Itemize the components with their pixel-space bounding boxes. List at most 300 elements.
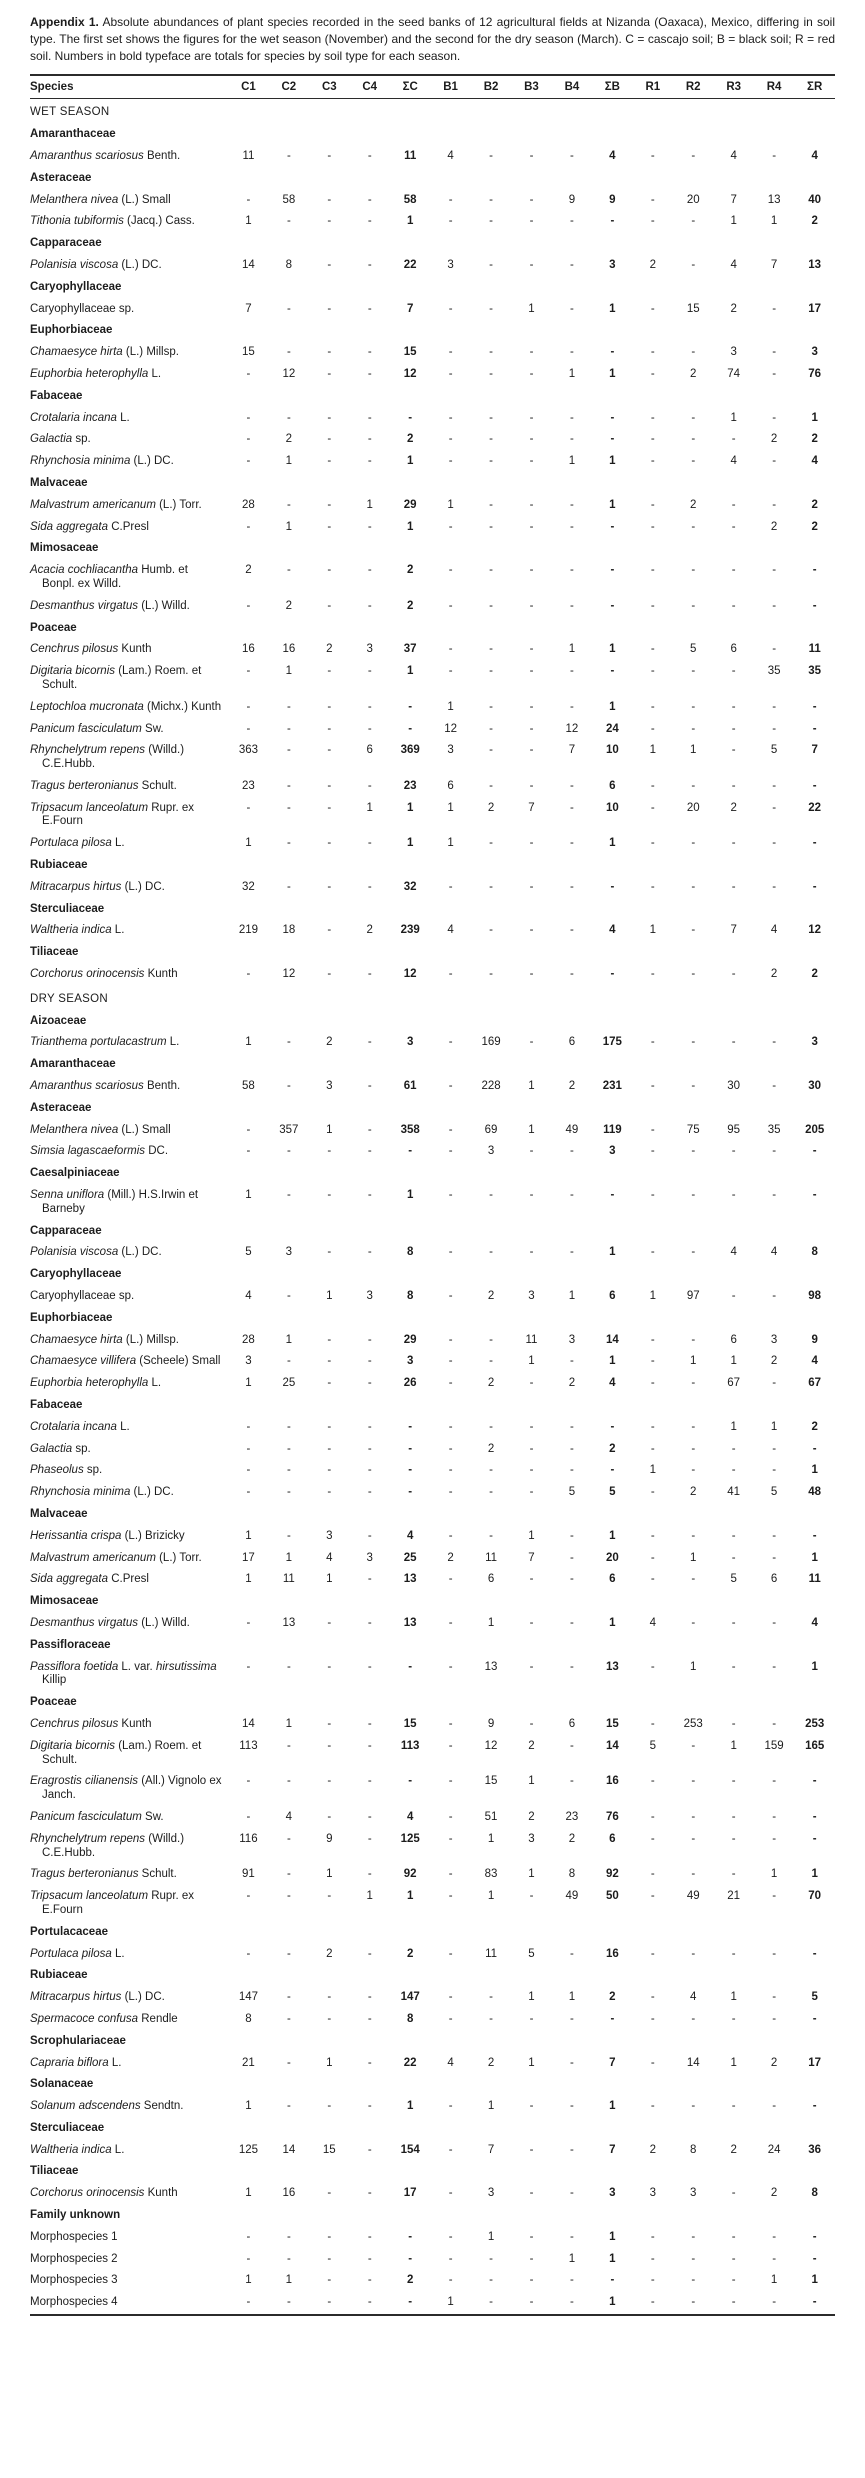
total-value-cell: 12 [403, 968, 417, 981]
value-cell: - [327, 924, 332, 937]
value-cell: - [529, 1573, 534, 1586]
value-cell: - [691, 1739, 696, 1752]
value-cell: - [448, 2274, 453, 2287]
value-cell: - [570, 665, 574, 678]
value-cell: - [691, 2296, 696, 2309]
value-cell: - [772, 643, 777, 656]
value-cell: 2 [770, 433, 778, 446]
value-cell: 1 [528, 1868, 535, 1881]
value-cell: 2 [649, 258, 656, 271]
species-row [30, 1185, 835, 1221]
value-cell: - [731, 1947, 736, 1960]
total-value-cell: - [812, 2296, 817, 2309]
value-cell: 1 [568, 2252, 576, 2265]
value-cell: - [489, 1529, 493, 1542]
value-cell: 5 [770, 1486, 778, 1499]
species-name: Mitracarpus hirtus (L.) DC. [30, 880, 165, 893]
value-cell: 4 [730, 149, 737, 162]
value-cell: - [286, 744, 291, 757]
value-cell: - [367, 1246, 372, 1259]
value-cell: 1 [326, 1290, 333, 1303]
value-cell: - [327, 564, 332, 577]
value-cell: - [246, 193, 251, 206]
column-header-sum-B: ΣB [592, 75, 632, 99]
value-cell: 3 [245, 1355, 252, 1368]
value-cell: - [650, 2274, 655, 2287]
family-header-row [30, 618, 835, 640]
value-cell: - [286, 346, 291, 359]
total-value-cell: 17 [808, 302, 822, 315]
value-cell: - [286, 1991, 291, 2004]
value-cell: - [731, 837, 736, 850]
value-cell: - [691, 700, 696, 713]
value-cell: - [570, 1739, 574, 1752]
total-value-cell: - [610, 215, 615, 228]
value-cell: 6 [730, 643, 737, 656]
value-cell: - [731, 1868, 736, 1881]
value-cell: - [772, 2230, 777, 2243]
value-cell: - [327, 1355, 332, 1368]
value-cell: - [448, 1442, 453, 1455]
value-cell: - [367, 1810, 372, 1823]
value-cell: 4 [649, 1616, 656, 1629]
value-cell: - [772, 1377, 777, 1390]
value-cell: - [286, 1486, 291, 1499]
value-cell: - [529, 1717, 534, 1730]
total-value-cell: 2 [811, 498, 818, 511]
family-header-label: Euphorbiaceae [30, 1311, 113, 1324]
column-header-R2: R2 [673, 75, 713, 99]
total-value-cell: 1 [609, 1355, 616, 1368]
value-cell: 4 [245, 1290, 252, 1303]
value-cell: - [367, 258, 372, 271]
total-value-cell: - [610, 599, 615, 612]
total-value-cell: 1 [406, 1890, 414, 1903]
value-cell: - [529, 149, 534, 162]
value-cell: - [246, 455, 251, 468]
value-cell: - [570, 2187, 574, 2200]
value-cell: - [529, 258, 534, 271]
value-cell: - [691, 1947, 696, 1960]
value-cell: - [650, 2056, 655, 2069]
value-cell: - [367, 1333, 372, 1346]
species-row [30, 495, 835, 517]
value-cell: 23 [242, 779, 255, 792]
total-value-cell: 32 [403, 880, 417, 893]
value-cell: - [650, 880, 655, 893]
value-cell: - [650, 193, 655, 206]
family-header-row [30, 473, 835, 495]
value-cell: - [772, 498, 777, 511]
value-cell: 169 [481, 1036, 501, 1049]
value-cell: 49 [565, 1123, 579, 1136]
value-cell: - [286, 1868, 291, 1881]
value-cell: 1 [649, 924, 656, 937]
value-cell: 113 [239, 1739, 258, 1752]
species-row [30, 1864, 835, 1886]
value-cell: - [691, 2274, 696, 2287]
total-value-cell: 205 [805, 1123, 825, 1136]
species-name: Chamaesyce villifera (Scheele) Small [30, 1355, 221, 1368]
species-row [30, 1120, 835, 1142]
value-cell: 2 [528, 1810, 535, 1823]
value-cell: - [246, 1947, 251, 1960]
total-value-cell: 8 [406, 1290, 414, 1303]
value-cell: - [650, 2252, 655, 2265]
value-cell: 67 [727, 1377, 741, 1390]
total-value-cell: - [610, 411, 615, 424]
value-cell: - [286, 837, 291, 850]
value-cell: - [691, 722, 696, 735]
species-row [30, 964, 835, 986]
value-cell: - [529, 1377, 534, 1390]
total-value-cell: - [610, 2012, 615, 2025]
value-cell: 3 [487, 1145, 495, 1158]
value-cell: - [246, 1660, 251, 1673]
total-value-cell: - [610, 1464, 615, 1477]
season-section-row [30, 99, 835, 124]
value-cell: - [731, 1529, 736, 1542]
family-header-label: Euphorbiaceae [30, 324, 113, 337]
value-cell: - [650, 1145, 655, 1158]
value-cell: 1 [447, 498, 454, 511]
value-cell: 1 [730, 1991, 737, 2004]
family-header-row [30, 168, 835, 190]
total-value-cell: 1 [609, 2296, 616, 2309]
value-cell: - [529, 564, 534, 577]
species-name: Desmanthus virgatus (L.) Willd. [30, 1616, 190, 1629]
value-cell: - [448, 1189, 453, 1202]
species-row [30, 1987, 835, 2009]
value-cell: - [448, 968, 453, 981]
value-cell: - [367, 2187, 372, 2200]
value-cell: 3 [528, 1290, 535, 1303]
value-cell: - [691, 599, 696, 612]
value-cell: - [570, 149, 574, 162]
total-value-cell: 15 [403, 1717, 417, 1730]
total-value-cell: 4 [811, 1355, 818, 1368]
total-value-cell: 9 [609, 193, 616, 206]
total-value-cell: 76 [808, 367, 822, 380]
value-cell: - [448, 455, 453, 468]
value-cell: - [448, 1832, 453, 1845]
total-value-cell: - [408, 2252, 413, 2265]
value-cell: - [489, 2252, 493, 2265]
value-cell: - [570, 498, 574, 511]
value-cell: 2 [366, 924, 373, 937]
species-row [30, 560, 835, 596]
value-cell: - [691, 2252, 696, 2265]
value-cell: - [246, 411, 251, 424]
value-cell: - [489, 455, 493, 468]
total-value-cell: - [408, 1420, 413, 1433]
total-value-cell: - [408, 1464, 413, 1477]
value-cell: 2 [285, 599, 293, 612]
value-cell: - [650, 700, 655, 713]
value-cell: 97 [686, 1290, 700, 1303]
value-cell: - [529, 1660, 534, 1673]
value-cell: - [772, 801, 777, 814]
value-cell: - [529, 2252, 534, 2265]
total-value-cell: 358 [400, 1123, 420, 1136]
family-header-row [30, 1635, 835, 1657]
value-cell: - [650, 1991, 655, 2004]
value-cell: 4 [770, 1246, 778, 1259]
total-value-cell: 13 [808, 258, 822, 271]
value-cell: - [529, 520, 534, 533]
value-cell: - [448, 1246, 453, 1259]
total-value-cell: 2 [811, 1420, 818, 1433]
table-header-row [30, 75, 835, 99]
species-row [30, 1714, 835, 1736]
family-header-label: Tiliaceae [30, 2165, 79, 2178]
value-cell: - [327, 599, 332, 612]
value-cell: - [570, 1573, 574, 1586]
value-cell: 1 [690, 1355, 697, 1368]
value-cell: - [489, 2274, 493, 2287]
family-header-row [30, 1504, 835, 1526]
total-value-cell: 13 [605, 1660, 619, 1673]
value-cell: - [650, 2100, 655, 2113]
value-cell: 1 [245, 1529, 252, 1542]
value-cell: - [489, 2296, 493, 2309]
value-cell: - [246, 801, 251, 814]
total-value-cell: 1 [811, 1660, 818, 1673]
species-row [30, 517, 835, 539]
value-cell: - [650, 302, 655, 315]
species-row [30, 2227, 835, 2249]
value-cell: 35 [767, 665, 781, 678]
value-cell: 24 [767, 2143, 781, 2156]
value-cell: - [246, 520, 251, 533]
total-value-cell: 29 [403, 498, 417, 511]
value-cell: 3 [326, 1080, 333, 1093]
value-cell: - [650, 367, 655, 380]
total-value-cell: 6 [609, 1832, 616, 1845]
value-cell: - [367, 1420, 372, 1433]
value-cell: - [246, 1123, 251, 1136]
value-cell: - [246, 968, 251, 981]
value-cell: - [691, 433, 696, 446]
species-row [30, 2292, 835, 2315]
value-cell: 11 [485, 1551, 498, 1564]
value-cell: - [691, 1036, 696, 1049]
value-cell: - [367, 1775, 372, 1788]
species-row [30, 1373, 835, 1395]
species-row [30, 1771, 835, 1807]
value-cell: 1 [770, 215, 778, 228]
value-cell: - [367, 1868, 372, 1881]
value-cell: - [570, 2274, 574, 2287]
value-cell: 3 [690, 2187, 697, 2200]
value-cell: 1 [730, 1420, 737, 1433]
value-cell: - [448, 643, 453, 656]
total-value-cell: 1 [609, 700, 616, 713]
total-value-cell: 1 [609, 837, 616, 850]
value-cell: 7 [730, 193, 737, 206]
value-cell: 2 [690, 1486, 697, 1499]
value-cell: - [650, 801, 655, 814]
value-cell: - [327, 2230, 332, 2243]
total-value-cell: 23 [403, 779, 417, 792]
value-cell: 1 [285, 2274, 293, 2287]
value-cell: - [650, 968, 655, 981]
total-value-cell: 35 [808, 665, 822, 678]
family-header-label: Rubiaceae [30, 859, 88, 872]
total-value-cell: - [812, 2230, 817, 2243]
value-cell: 1 [285, 455, 293, 468]
value-cell: - [731, 665, 736, 678]
value-cell: 6 [568, 1717, 576, 1730]
total-value-cell: 12 [403, 367, 417, 380]
value-cell: - [731, 2187, 736, 2200]
total-value-cell: - [812, 1529, 817, 1542]
family-header-label: Family unknown [30, 2209, 121, 2222]
total-value-cell: 2 [406, 599, 414, 612]
value-cell: - [731, 564, 736, 577]
value-cell: 6 [568, 1036, 576, 1049]
value-cell: - [367, 1616, 372, 1629]
value-cell: - [448, 1123, 453, 1136]
value-cell: - [772, 1145, 777, 1158]
value-cell: 1 [487, 2100, 495, 2113]
total-value-cell: 3 [406, 1355, 414, 1368]
family-header-row [30, 386, 835, 408]
species-row [30, 920, 835, 942]
family-header-label: Caryophyllaceae [30, 1268, 122, 1281]
species-row [30, 596, 835, 618]
value-cell: - [570, 2296, 574, 2309]
value-cell: - [489, 1189, 493, 1202]
value-cell: 2 [285, 433, 293, 446]
value-cell: - [650, 411, 655, 424]
value-cell: - [448, 2100, 453, 2113]
total-value-cell: 50 [605, 1890, 619, 1903]
value-cell: 14 [282, 2143, 296, 2156]
value-cell: - [448, 1290, 453, 1303]
total-value-cell: - [812, 1832, 817, 1845]
species-name: Chamaesyce hirta (L.) Millsp. [30, 1333, 179, 1346]
total-value-cell: 25 [403, 1551, 417, 1564]
value-cell: 91 [242, 1868, 255, 1881]
value-cell: - [772, 367, 777, 380]
value-cell: - [650, 1529, 655, 1542]
species-name: Digitaria bicornis (Lam.) Roem. et Schult. [30, 1739, 202, 1766]
value-cell: 2 [447, 1551, 454, 1564]
value-cell: - [731, 2274, 736, 2287]
value-cell: - [327, 1486, 332, 1499]
family-header-row [30, 1965, 835, 1987]
family-header-label: Malvaceae [30, 476, 88, 489]
value-cell: 4 [447, 924, 454, 937]
value-cell: - [772, 2296, 777, 2309]
total-value-cell: - [812, 1775, 817, 1788]
abundance-table [30, 74, 835, 2316]
total-value-cell: - [408, 2296, 413, 2309]
total-value-cell: 5 [609, 1486, 616, 1499]
value-cell: - [327, 455, 332, 468]
value-cell: - [772, 1290, 777, 1303]
value-cell: - [327, 411, 332, 424]
value-cell: 1 [487, 1890, 495, 1903]
total-value-cell: 2 [406, 433, 414, 446]
value-cell: - [529, 2143, 534, 2156]
species-row [30, 1076, 835, 1098]
species-row [30, 1032, 835, 1054]
value-cell: - [367, 2252, 372, 2265]
value-cell: - [772, 700, 777, 713]
species-row [30, 1242, 835, 1264]
total-value-cell: - [812, 880, 817, 893]
value-cell: - [529, 346, 534, 359]
value-cell: 1 [326, 1573, 333, 1586]
total-value-cell: - [610, 880, 615, 893]
appendix-caption [30, 14, 835, 64]
value-cell: 2 [487, 801, 495, 814]
total-value-cell: - [408, 1442, 413, 1455]
value-cell: - [529, 455, 534, 468]
value-cell: - [327, 1717, 332, 1730]
value-cell: - [246, 2252, 251, 2265]
total-value-cell: 5 [811, 1991, 818, 2004]
total-value-cell: 17 [808, 2056, 822, 2069]
value-cell: 17 [242, 1551, 255, 1564]
value-cell: - [367, 2230, 372, 2243]
species-name: Acacia cochliacantha Humb. et Bonpl. ex Willd. [30, 564, 188, 590]
total-value-cell: 24 [605, 722, 619, 735]
value-cell: - [489, 564, 493, 577]
column-header-sum-R: ΣR [794, 75, 835, 99]
species-row [30, 1141, 835, 1163]
species-name: Tragus berteronianus Schult. [30, 1868, 177, 1881]
value-cell: - [327, 193, 332, 206]
value-cell: - [570, 1145, 574, 1158]
season-section-label: WET SEASON [30, 106, 110, 119]
value-cell: - [327, 302, 332, 315]
value-cell: - [367, 2274, 372, 2287]
value-cell: - [448, 1145, 453, 1158]
value-cell: 1 [487, 1832, 495, 1845]
species-name: Sida aggregata C.Presl [30, 520, 149, 533]
value-cell: - [286, 2012, 291, 2025]
species-name: Amaranthus scariosus Benth. [30, 1080, 181, 1093]
value-cell: - [570, 215, 574, 228]
value-cell: 1 [487, 1616, 495, 1629]
value-cell: - [286, 1739, 291, 1752]
total-value-cell: 4 [609, 924, 616, 937]
value-cell: - [731, 1810, 736, 1823]
species-name: Crotalaria incana L. [30, 411, 130, 424]
value-cell: - [691, 1420, 696, 1433]
total-value-cell: 1 [811, 1868, 818, 1881]
value-cell: - [529, 1464, 534, 1477]
value-cell: 4 [690, 1991, 697, 2004]
species-name: Waltheria indica L. [30, 2143, 125, 2156]
value-cell: - [650, 722, 655, 735]
value-cell: - [731, 1036, 736, 1049]
value-cell: 21 [242, 2056, 255, 2069]
value-cell: - [327, 1616, 332, 1629]
family-header-label: Solanaceae [30, 2078, 94, 2091]
value-cell: - [772, 1660, 777, 1673]
value-cell: - [367, 564, 372, 577]
family-header-label: Sterculiaceae [30, 902, 105, 915]
total-value-cell: - [812, 599, 817, 612]
value-cell: - [731, 1464, 736, 1477]
value-cell: - [286, 722, 291, 735]
value-cell: - [327, 498, 332, 511]
value-cell: - [367, 215, 372, 228]
